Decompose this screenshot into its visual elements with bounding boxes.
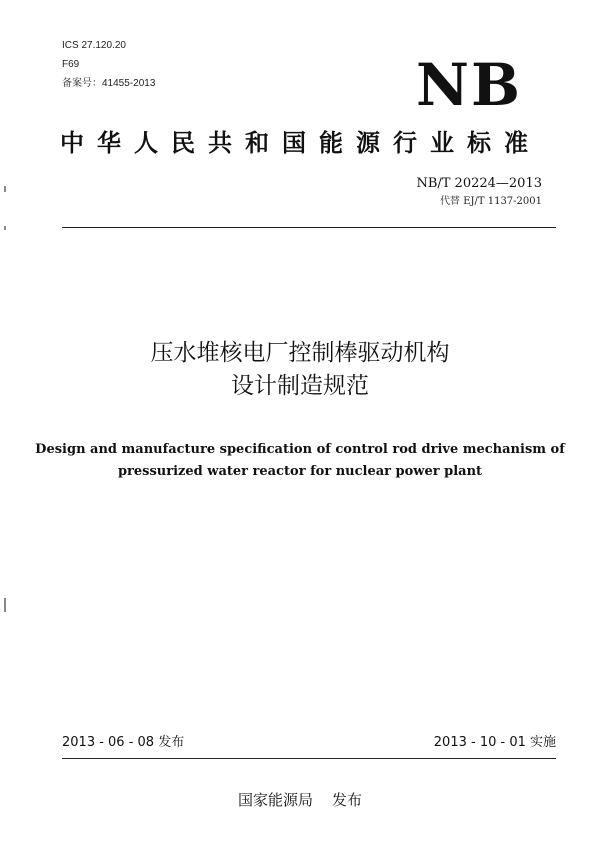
standard-category-title: 中华人民共和国能源行业标准: [60, 129, 541, 157]
chinese-title-line-1: 压水堆核电厂控制棒驱动机构: [150, 340, 450, 366]
scan-speck: [4, 186, 6, 192]
standard-number: NB/T 20224—2013: [416, 176, 542, 191]
ics-code: ICS 27.120.20: [62, 40, 126, 51]
replaces-standard: 代替 EJ/T 1137-2001: [440, 196, 542, 207]
nb-logo: NB: [415, 51, 522, 119]
issuing-authority: 国家能源局 发布: [237, 791, 363, 809]
english-title-line-1: Design and manufacture specification of control rod drive mechanism of: [35, 442, 565, 457]
top-divider: [62, 227, 556, 228]
classification-code: F69: [62, 59, 80, 70]
scan-speck: [4, 226, 6, 230]
chinese-title-line-2: 设计制造规范: [231, 373, 369, 399]
english-title-line-2: pressurized water reactor for nuclear power plant: [117, 464, 483, 479]
scan-speck: [4, 598, 6, 612]
record-number: 备案号：41455-2013: [62, 78, 156, 89]
implementation-date: 2013 - 10 - 01 实施: [433, 735, 556, 750]
issue-date: 2013 - 06 - 08 发布: [62, 735, 185, 750]
bottom-divider: [62, 758, 556, 759]
